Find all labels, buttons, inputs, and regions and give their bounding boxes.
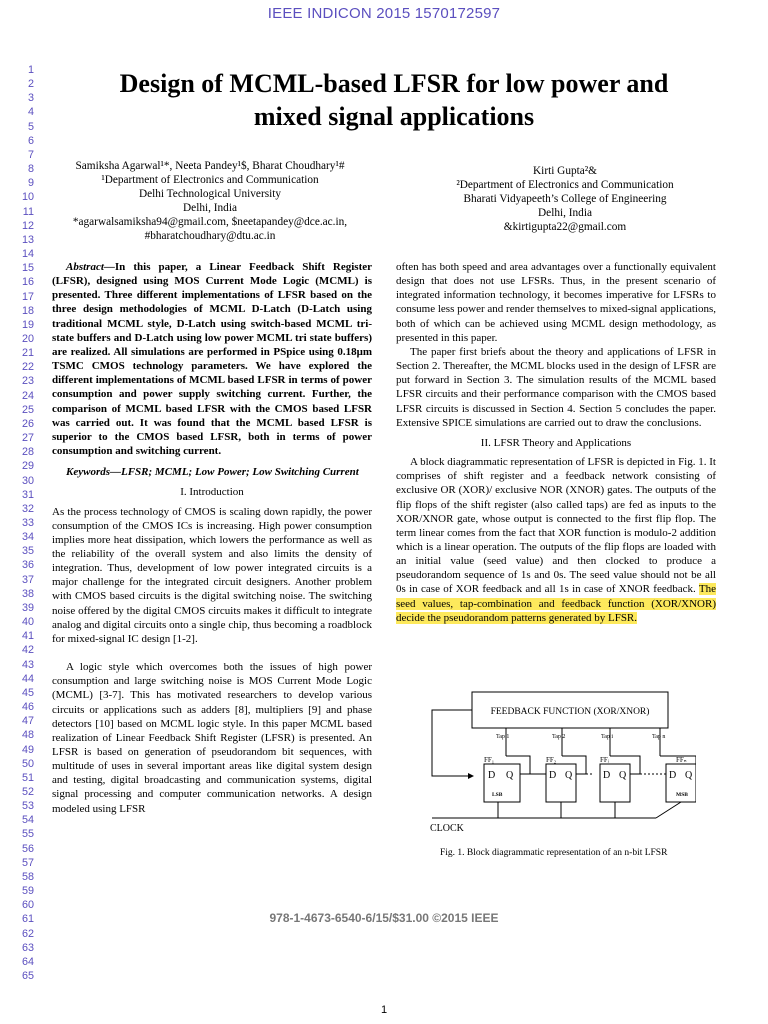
- abstract-text: In this paper, a Linear Feedback Shift Register (LFSR), designed using MOS Current Mode Logic (MCML) is presented. Three different implementations of LFSR based on the three design methodologies of MCML D-Latch (D-Latch using traditional MCML style, D-Latch using switch-based MCML tri-state buffers and D-Latch using low power MCML tri state buffers) are realized. All simulations are performed in PSpice using 0.18μm TSMC CMOS technology parameters. We have explored the different implementations of MCML based LFSR in terms of power consumption and power supply switching current. Further, the comparison of MCML based LFSR with the CMOS based LFSR was carried out. It was found that the MCML based LFSR is superior to the CMOS based LFSR, both in terms of power consumption and switching current.: [52, 261, 372, 458]
- line-number: 2: [27, 78, 34, 91]
- authors-left: [40, 159, 380, 243]
- ff2-q: Q: [565, 770, 573, 781]
- title-line-2: mixed signal applications: [253, 102, 535, 131]
- line-number: 18: [21, 304, 34, 317]
- email-right: &kirtigupta22@gmail.com: [503, 221, 627, 233]
- right-paragraph-2: The paper first briefs about the theory and applications of LFSR in Section 2. Thereafter, the MCML blocks used in the design of LFSR are put forward in Section 3. The simulation results of the MCML based LFSR circuits and their performance comparison with the CMOS based LFSR circuits is discussed in Section 4. Section 5 concludes the paper. Extensive SPICE simulations are carried out to draw the conclusions.: [396, 345, 716, 429]
- line-number: 55: [21, 828, 34, 841]
- ff1-d: D: [488, 770, 496, 781]
- line-number: 52: [21, 785, 34, 798]
- line-number: 38: [21, 587, 34, 600]
- line-number: 57: [21, 856, 34, 869]
- line-number: 25: [21, 403, 34, 416]
- line-number: 54: [21, 814, 34, 827]
- emails-left-1: *agarwalsamiksha94@gmail.com, $neetapandey@dce.ac.in,: [72, 216, 348, 228]
- line-number: 24: [21, 389, 34, 402]
- ff2-d: D: [549, 770, 557, 781]
- line-number: 17: [21, 290, 34, 303]
- line-number: 46: [21, 701, 34, 714]
- tap1-label: Tap 1: [496, 734, 510, 740]
- line-number: 43: [21, 658, 34, 671]
- lfsr-block-diagram: [426, 690, 696, 840]
- ff1-label: FF₁: [484, 756, 495, 764]
- line-number: 58: [21, 870, 34, 883]
- line-number: 12: [21, 219, 34, 232]
- lsb-label: LSB: [492, 792, 503, 798]
- intro-paragraph-2: A logic style which overcomes both the issues of high power consumption and large switching noise is MOS Current Mode Logic (MCML) [3-7]. This has motivated researchers to develop various circuits or applications such as adders [8], multipliers [9] and phase detectors [10] based on MCML logic style. In this paper MCML based realization of Linear Feedback Shift Register (LFSR) is presented. An LFSR is based on generation of pseudorandom bit sequences, with multitude of uses in several important areas like digital system design and testing, digital broadcasting and communication systems, digital signal processing and computer communication networks. A design modeled using LFSR: [52, 661, 372, 815]
- line-number: 15: [21, 262, 34, 275]
- affiliation-city-right: Delhi, India: [538, 207, 592, 219]
- line-number: 9: [27, 177, 34, 190]
- ffn-d: D: [669, 770, 677, 781]
- line-number: 29: [21, 460, 34, 473]
- line-number: 34: [21, 531, 34, 544]
- ff2-label: FF₂: [546, 756, 557, 764]
- line-number: 30: [21, 474, 34, 487]
- authors-right: [400, 164, 730, 234]
- ffn-q: Q: [685, 770, 693, 781]
- affiliation-dept-right: ²Department of Electronics and Communication: [456, 179, 674, 191]
- keywords-text: LFSR; MCML; Low Power; Low Switching Current: [121, 466, 359, 479]
- line-number: 19: [21, 318, 34, 331]
- lfsr-paragraph-text: A block diagrammatic representation of LFSR is depicted in Fig. 1. It comprises of shift register and a feedback network consisting of exclusive OR (XOR)/ exclusive NOR (XNOR) gates. The outputs of the flip flops of the shift register (also called taps) are fed as inputs to the XOR/XNOR gate, whose output is connected to the first flip flop. The term linear comes from the fact that XOR function is modulo-2 addition which is a linear operation. The outputs of the flip flops are loaded with an initial value (seed value) and then clocked to produce a pseudorandom sequence of 1s and 0s. The seed value should not be all 0s in case of XOR feedback and all 1s in case of XNOR feedback.: [396, 456, 716, 596]
- tap2-label: Tap 2: [552, 734, 566, 740]
- affiliation-city-left: Delhi, India: [183, 202, 237, 214]
- tapn-label: Tap n: [652, 734, 666, 740]
- msb-label: MSB: [676, 792, 688, 798]
- line-number: 59: [21, 885, 34, 898]
- line-number: 42: [21, 644, 34, 657]
- highlighted-text: The seed values, tap-combination and feedback function (XOR/XNOR) decide the pseudorandom patterns generated by LFSR.: [396, 583, 716, 624]
- abstract: [52, 260, 372, 458]
- line-number: 4: [27, 106, 34, 119]
- page-number: 1: [380, 1004, 388, 1016]
- line-number: 49: [21, 743, 34, 756]
- line-number: 13: [21, 233, 34, 246]
- line-number: 47: [21, 715, 34, 728]
- line-number: 20: [21, 332, 34, 345]
- line-number: 22: [21, 361, 34, 374]
- emails-left-2: #bharatchoudhary@dtu.ac.in: [144, 230, 276, 242]
- affiliation-college-right: Bharati Vidyapeeth’s College of Engineering: [463, 193, 667, 205]
- ff1-q: Q: [506, 770, 514, 781]
- line-number: 45: [21, 686, 34, 699]
- line-number: 35: [21, 545, 34, 558]
- tapi-label: Tap i: [601, 734, 614, 740]
- line-number: 61: [21, 913, 34, 926]
- line-number: 51: [21, 771, 34, 784]
- line-number: 14: [21, 248, 34, 261]
- ffi-q: Q: [619, 770, 627, 781]
- line-number: 53: [21, 800, 34, 813]
- keywords-label: Keywords—: [66, 466, 121, 479]
- line-number: 33: [21, 517, 34, 529]
- affiliation-univ-left: Delhi Technological University: [138, 188, 282, 200]
- line-number: 7: [27, 148, 34, 161]
- figure-caption: Fig. 1. Block diagrammatic representation of an n-bit LFSR: [440, 848, 668, 858]
- feedback-line: [432, 710, 472, 776]
- line-number: 65: [21, 970, 34, 982]
- right-paragraph-1: often has both speed and area advantages over a functionally equivalent design that does not use LFSRs. Thus, in the present scenario of integrated information technology, it becomes imperative for LFSRs to consume less power and render themselves to mixed-signal applications, both of which can be achieved using MCML design methodology, as presented in this paper.: [396, 261, 716, 344]
- line-number: 63: [21, 941, 34, 954]
- line-number: 50: [21, 757, 34, 770]
- line-number: 48: [21, 729, 34, 742]
- line-number: 28: [21, 446, 34, 459]
- line-number: 31: [21, 488, 34, 501]
- line-number: 60: [21, 899, 34, 912]
- keywords: [52, 465, 372, 479]
- clock-label: CLOCK: [430, 823, 464, 834]
- ffi-label: FFᵢ: [600, 756, 609, 764]
- line-number: 8: [27, 163, 34, 176]
- ffn-label: FFₙ: [676, 756, 687, 764]
- lfsr-paragraph-1: [396, 455, 716, 625]
- intro-paragraph-1: As the process technology of CMOS is scaling down rapidly, the power consumption of the CMOS ICs is increasing. High power consumption implies more heat dissipation, which lowers the performance as well as the reliability of the overall system and also limits the density of integration. Thus, development of low power integrated circuits is a major challenge for the integrated circuit designers. Another problem with CMOS based circuits is the digital switching noise. The switching noise offered by the digital CMOS circuits makes it difficult to integrate analog and digital circuits onto a single chip, thus becoming a roadblock for mixed-signal IC design [1-2].: [52, 505, 372, 645]
- clkn: [656, 802, 681, 818]
- line-numbers: [6, 63, 34, 983]
- line-number: 44: [21, 672, 34, 685]
- line-number: 11: [22, 205, 34, 218]
- author-name-right: Kirti Gupta²&: [533, 165, 597, 177]
- copyright-notice: 978-1-4673-6540-6/15/$31.00 ©2015 IEEE: [269, 911, 499, 925]
- line-number: 3: [27, 92, 34, 105]
- affiliation-dept-left: ¹Department of Electronics and Communication: [101, 174, 319, 186]
- section-heading-introduction: I. Introduction: [180, 486, 244, 499]
- line-number: 5: [27, 120, 34, 133]
- line-number: 39: [21, 601, 34, 614]
- line-number: 64: [21, 955, 34, 968]
- line-number: 40: [21, 616, 34, 629]
- line-number: 1: [27, 64, 34, 76]
- line-number: 37: [21, 573, 34, 586]
- ffi-d: D: [603, 770, 611, 781]
- line-number: 23: [21, 375, 34, 388]
- right-column: [396, 260, 716, 625]
- line-number: 21: [21, 347, 34, 360]
- line-number: 32: [21, 502, 34, 515]
- line-number: 62: [21, 927, 34, 940]
- arrow-icon: [468, 773, 474, 779]
- paper-title: [40, 67, 748, 133]
- line-number: 56: [21, 842, 34, 855]
- abstract-label: Abstract—: [66, 261, 115, 273]
- line-number: 27: [21, 432, 34, 445]
- line-number: 26: [21, 417, 34, 430]
- line-number: 36: [21, 559, 34, 572]
- author-names-left: Samiksha Agarwal¹*, Neeta Pandey¹$, Bharat Choudhary¹#: [75, 160, 345, 172]
- line-number: 41: [21, 630, 34, 643]
- section-heading-lfsr: II. LFSR Theory and Applications: [480, 436, 632, 449]
- conference-header: IEEE INDICON 2015 1570172597: [267, 5, 501, 22]
- line-number: 10: [21, 191, 34, 204]
- line-number: 6: [27, 134, 34, 147]
- title-line-1: Design of MCML-based LFSR for low power and: [119, 69, 669, 98]
- line-number: 16: [21, 276, 34, 289]
- left-column: [52, 260, 372, 816]
- feedback-function-label: FEEDBACK FUNCTION (XOR/XNOR): [490, 707, 650, 717]
